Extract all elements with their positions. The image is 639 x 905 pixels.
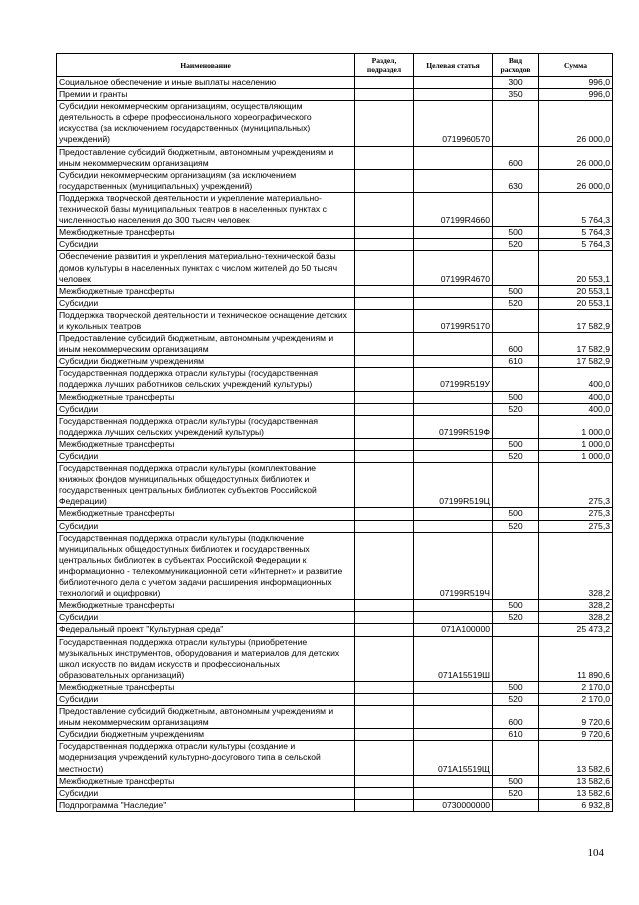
- cell-kind: [493, 636, 539, 681]
- cell-section: [355, 239, 414, 251]
- cell-kind: [493, 251, 539, 285]
- table-row: [57, 706, 613, 729]
- cell-sum: 275,3: [539, 520, 613, 532]
- cell-sum: 6 932,8: [539, 799, 613, 811]
- cell-sum: 5 764,3: [539, 239, 613, 251]
- cell-name: Субсидии: [57, 451, 355, 463]
- cell-kind: 520: [493, 520, 539, 532]
- table-row: [57, 368, 613, 391]
- cell-target: [414, 612, 493, 624]
- table-row: [57, 787, 613, 799]
- cell-sum: 20 553,1: [539, 297, 613, 309]
- table-row: [57, 693, 613, 705]
- cell-sum: 17 582,9: [539, 356, 613, 368]
- table-row: [57, 239, 613, 251]
- cell-target: 07199R5170: [414, 309, 493, 332]
- cell-section: [355, 799, 414, 811]
- cell-section: [355, 438, 414, 450]
- cell-kind: [493, 532, 539, 600]
- cell-kind: 630: [493, 169, 539, 192]
- cell-name: Субсидии: [57, 403, 355, 415]
- cell-sum: 20 553,1: [539, 251, 613, 285]
- cell-section: [355, 775, 414, 787]
- cell-sum: 20 553,1: [539, 285, 613, 297]
- cell-section: [355, 146, 414, 169]
- table-row: [57, 520, 613, 532]
- table-row: [57, 309, 613, 332]
- cell-section: [355, 787, 414, 799]
- cell-sum: 1 000,0: [539, 415, 613, 438]
- table-header-row: [57, 54, 613, 77]
- header-sum: Сумма: [539, 54, 613, 77]
- cell-section: [355, 681, 414, 693]
- cell-target: [414, 333, 493, 356]
- cell-name: Субсидии: [57, 520, 355, 532]
- cell-section: [355, 89, 414, 101]
- cell-section: [355, 251, 414, 285]
- cell-target: 07199R519Ц: [414, 463, 493, 508]
- cell-kind: 600: [493, 333, 539, 356]
- cell-section: [355, 508, 414, 520]
- table-row: [57, 192, 613, 226]
- cell-kind: [493, 368, 539, 391]
- cell-kind: 520: [493, 239, 539, 251]
- cell-target: 0719960570: [414, 101, 493, 146]
- cell-sum: 275,3: [539, 463, 613, 508]
- cell-sum: 400,0: [539, 391, 613, 403]
- cell-name: Поддержка творческой деятельности и техническое оснащение детских и кукольных театров: [57, 309, 355, 332]
- table-row: [57, 451, 613, 463]
- cell-name: Субсидии: [57, 693, 355, 705]
- cell-section: [355, 415, 414, 438]
- cell-kind: 500: [493, 391, 539, 403]
- cell-sum: 2 170,0: [539, 693, 613, 705]
- cell-section: [355, 169, 414, 192]
- cell-sum: 275,3: [539, 508, 613, 520]
- cell-target: [414, 89, 493, 101]
- cell-sum: 26 000,0: [539, 101, 613, 146]
- table-row: [57, 403, 613, 415]
- cell-sum: 13 582,6: [539, 775, 613, 787]
- cell-name: Государственная поддержка отрасли культуры (подключение муниципальных общедоступных библиотек и государственных центральных библиотек в субъектах Российской Федерации к информационно - телекоммуникационной сети «Интернет» и развитие библиотечного дела с учетом задачи расширения информационных технологий и оцифровки): [57, 532, 355, 600]
- cell-sum: 9 720,6: [539, 729, 613, 741]
- cell-kind: [493, 192, 539, 226]
- cell-sum: 1 000,0: [539, 438, 613, 450]
- table-row: [57, 251, 613, 285]
- cell-kind: 520: [493, 451, 539, 463]
- table-row: [57, 612, 613, 624]
- cell-section: [355, 368, 414, 391]
- cell-kind: 610: [493, 356, 539, 368]
- cell-sum: 996,0: [539, 77, 613, 89]
- header-target: Целевая статья: [414, 54, 493, 77]
- table-row: [57, 532, 613, 600]
- table-row: [57, 227, 613, 239]
- cell-name: Государственная поддержка отрасли культуры (государственная поддержка лучших сельских учреждений культуры): [57, 415, 355, 438]
- cell-kind: 500: [493, 285, 539, 297]
- cell-target: 07199R519Ч: [414, 532, 493, 600]
- cell-section: [355, 309, 414, 332]
- cell-kind: [493, 799, 539, 811]
- cell-name: Субсидии: [57, 612, 355, 624]
- cell-target: 07199R4670: [414, 251, 493, 285]
- cell-target: [414, 600, 493, 612]
- cell-target: 07199R519Ф: [414, 415, 493, 438]
- cell-kind: 500: [493, 438, 539, 450]
- cell-section: [355, 741, 414, 775]
- table-body: [57, 77, 613, 812]
- cell-target: [414, 520, 493, 532]
- cell-target: [414, 729, 493, 741]
- cell-target: 07199R519У: [414, 368, 493, 391]
- cell-section: [355, 612, 414, 624]
- table-row: [57, 624, 613, 636]
- table-row: [57, 463, 613, 508]
- page-number: 104: [587, 847, 604, 859]
- cell-name: Межбюджетные трансферты: [57, 775, 355, 787]
- cell-name: Межбюджетные трансферты: [57, 285, 355, 297]
- cell-section: [355, 297, 414, 309]
- cell-kind: 600: [493, 706, 539, 729]
- cell-section: [355, 77, 414, 89]
- cell-sum: 11 890,6: [539, 636, 613, 681]
- cell-section: [355, 285, 414, 297]
- table-row: [57, 799, 613, 811]
- cell-target: [414, 451, 493, 463]
- cell-target: [414, 403, 493, 415]
- cell-name: Подпрограмма "Наследие": [57, 799, 355, 811]
- table-row: [57, 681, 613, 693]
- cell-name: Субсидии бюджетным учреждениям: [57, 356, 355, 368]
- table-row: [57, 77, 613, 89]
- cell-name: Межбюджетные трансферты: [57, 391, 355, 403]
- table-row: [57, 391, 613, 403]
- cell-section: [355, 356, 414, 368]
- cell-kind: 520: [493, 693, 539, 705]
- cell-kind: 500: [493, 508, 539, 520]
- cell-section: [355, 333, 414, 356]
- cell-section: [355, 532, 414, 600]
- cell-target: 07199R4660: [414, 192, 493, 226]
- cell-sum: 26 000,0: [539, 169, 613, 192]
- cell-sum: 17 582,9: [539, 333, 613, 356]
- table-row: [57, 729, 613, 741]
- cell-target: 071A100000: [414, 624, 493, 636]
- cell-sum: 25 473,2: [539, 624, 613, 636]
- cell-target: [414, 391, 493, 403]
- table-row: [57, 775, 613, 787]
- cell-target: [414, 227, 493, 239]
- cell-kind: 500: [493, 227, 539, 239]
- cell-kind: 500: [493, 600, 539, 612]
- cell-section: [355, 451, 414, 463]
- cell-section: [355, 693, 414, 705]
- cell-kind: 520: [493, 612, 539, 624]
- cell-section: [355, 706, 414, 729]
- cell-sum: 400,0: [539, 368, 613, 391]
- table-row: [57, 415, 613, 438]
- cell-section: [355, 600, 414, 612]
- cell-section: [355, 101, 414, 146]
- table-row: [57, 285, 613, 297]
- cell-section: [355, 192, 414, 226]
- cell-section: [355, 624, 414, 636]
- table-row: [57, 297, 613, 309]
- cell-sum: 17 582,9: [539, 309, 613, 332]
- cell-name: Предоставление субсидий бюджетным, автономным учреждениям и иным некоммерческим организациям: [57, 146, 355, 169]
- cell-target: [414, 681, 493, 693]
- cell-name: Межбюджетные трансферты: [57, 508, 355, 520]
- header-name: Наименование: [57, 54, 355, 77]
- cell-target: 071A15519Ш: [414, 636, 493, 681]
- cell-target: 071A15519Щ: [414, 741, 493, 775]
- cell-name: Обеспечение развития и укрепления материально-технической базы домов культуры в населенных пунктах с числом жителей до 50 тысяч человек: [57, 251, 355, 285]
- table-row: [57, 101, 613, 146]
- cell-kind: [493, 741, 539, 775]
- cell-name: Социальное обеспечение и иные выплаты населению: [57, 77, 355, 89]
- cell-sum: 1 000,0: [539, 451, 613, 463]
- cell-name: Поддержка творческой деятельности и укрепление материально-технической базы муниципальных театров в населенных пунктах с численностью населения до 300 тысяч человек: [57, 192, 355, 226]
- cell-sum: 996,0: [539, 89, 613, 101]
- cell-name: Субсидии: [57, 787, 355, 799]
- cell-target: [414, 438, 493, 450]
- table-row: [57, 600, 613, 612]
- cell-sum: 400,0: [539, 403, 613, 415]
- cell-section: [355, 729, 414, 741]
- cell-name: Предоставление субсидий бюджетным, автономным учреждениям и иным некоммерческим организациям: [57, 706, 355, 729]
- table-row: [57, 438, 613, 450]
- cell-section: [355, 227, 414, 239]
- cell-section: [355, 636, 414, 681]
- cell-name: Субсидии некоммерческим организациям (за исключением государственных (муниципальных) учреждений): [57, 169, 355, 192]
- cell-target: [414, 285, 493, 297]
- cell-sum: 328,2: [539, 532, 613, 600]
- table-row: [57, 333, 613, 356]
- cell-name: Межбюджетные трансферты: [57, 681, 355, 693]
- cell-target: [414, 508, 493, 520]
- cell-section: [355, 463, 414, 508]
- cell-name: Субсидии бюджетным учреждениям: [57, 729, 355, 741]
- cell-sum: 13 582,6: [539, 787, 613, 799]
- cell-sum: 5 764,3: [539, 192, 613, 226]
- cell-name: Государственная поддержка отрасли культуры (создание и модернизация учреждений культурно-досугового типа в сельской местности): [57, 741, 355, 775]
- cell-kind: [493, 463, 539, 508]
- cell-kind: 500: [493, 681, 539, 693]
- cell-kind: 500: [493, 775, 539, 787]
- cell-name: Межбюджетные трансферты: [57, 438, 355, 450]
- table-row: [57, 89, 613, 101]
- table-row: [57, 636, 613, 681]
- cell-kind: 350: [493, 89, 539, 101]
- cell-name: Государственная поддержка отрасли культуры (государственная поддержка лучших работников сельских учреждений культуры): [57, 368, 355, 391]
- cell-target: [414, 239, 493, 251]
- cell-kind: [493, 415, 539, 438]
- cell-target: 0730000000: [414, 799, 493, 811]
- cell-name: Межбюджетные трансферты: [57, 600, 355, 612]
- cell-kind: 610: [493, 729, 539, 741]
- cell-target: [414, 169, 493, 192]
- cell-kind: [493, 309, 539, 332]
- cell-name: Межбюджетные трансферты: [57, 227, 355, 239]
- cell-kind: 600: [493, 146, 539, 169]
- cell-target: [414, 787, 493, 799]
- cell-sum: 13 582,6: [539, 741, 613, 775]
- cell-section: [355, 391, 414, 403]
- cell-kind: 300: [493, 77, 539, 89]
- cell-kind: 520: [493, 787, 539, 799]
- cell-name: Предоставление субсидий бюджетным, автономным учреждениям и иным некоммерческим организациям: [57, 333, 355, 356]
- table-row: [57, 169, 613, 192]
- cell-sum: 9 720,6: [539, 706, 613, 729]
- header-kind: Вид расходов: [493, 54, 539, 77]
- cell-target: [414, 356, 493, 368]
- cell-target: [414, 693, 493, 705]
- table-row: [57, 146, 613, 169]
- cell-kind: [493, 101, 539, 146]
- table-row: [57, 741, 613, 775]
- cell-sum: 5 764,3: [539, 227, 613, 239]
- cell-kind: 520: [493, 297, 539, 309]
- cell-target: [414, 146, 493, 169]
- cell-name: Федеральный проект "Культурная среда": [57, 624, 355, 636]
- cell-name: Субсидии некоммерческим организациям, осуществляющим деятельность в сфере профессионального хореографического искусства (за исключением государственных (муниципальных) учреждений): [57, 101, 355, 146]
- cell-section: [355, 403, 414, 415]
- cell-target: [414, 775, 493, 787]
- cell-name: Государственная поддержка отрасли культуры (комплектование книжных фондов муниципальных общедоступных библиотек и государственных центральных библиотек субъектов Российской Федерации): [57, 463, 355, 508]
- cell-name: Субсидии: [57, 239, 355, 251]
- cell-kind: 520: [493, 403, 539, 415]
- cell-name: Государственная поддержка отрасли культуры (приобретение музыкальных инструментов, оборудования и материалов для детских школ искусств по видам искусств и профессиональных образовательных организаций): [57, 636, 355, 681]
- cell-sum: 328,2: [539, 600, 613, 612]
- header-section: Раздел, подраздел: [355, 54, 414, 77]
- cell-target: [414, 77, 493, 89]
- cell-sum: 2 170,0: [539, 681, 613, 693]
- cell-name: Субсидии: [57, 297, 355, 309]
- table-row: [57, 356, 613, 368]
- cell-kind: [493, 624, 539, 636]
- table-row: [57, 508, 613, 520]
- cell-sum: 26 000,0: [539, 146, 613, 169]
- cell-target: [414, 706, 493, 729]
- cell-name: Премии и гранты: [57, 89, 355, 101]
- cell-target: [414, 297, 493, 309]
- cell-sum: 328,2: [539, 612, 613, 624]
- cell-section: [355, 520, 414, 532]
- budget-table: [56, 53, 613, 812]
